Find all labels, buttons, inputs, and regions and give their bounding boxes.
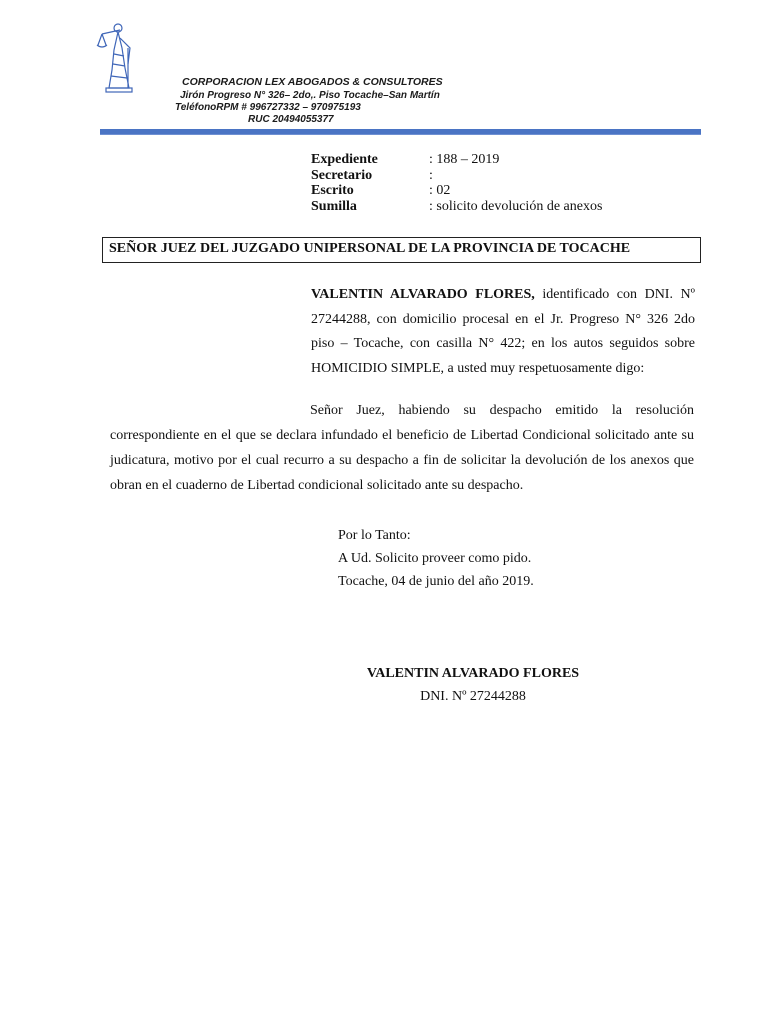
company-address: Jirón Progreso N° 326– 2do,. Piso Tocache–San Martín (180, 90, 440, 101)
case-info-label: Sumilla (311, 198, 357, 214)
lady-justice-icon (94, 18, 144, 96)
closing-line: Por lo Tanto: (338, 528, 411, 543)
signature-name: VALENTIN ALVARADO FLORES (366, 666, 580, 681)
case-info-value: : 188 – 2019 (429, 152, 500, 167)
intro-text: identificado con DNI. Nº 27244288, con domicilio procesal en el Jr. Progreso N° 326 2do piso – Tocache, con casilla N° 422; en los autos seguidos sobre HOMICIDIO SIMPLE, a usted muy respetuosamente digo: (311, 287, 695, 376)
company-name: CORPORACION LEX ABOGADOS & CONSULTORES (182, 76, 443, 88)
case-info-row (311, 168, 602, 184)
signature-block (362, 662, 584, 708)
case-info-value: : 02 (429, 183, 451, 198)
company-phone: TeléfonoRPM # 996727332 – 970975193 (175, 102, 361, 113)
closing-block (338, 524, 534, 593)
header-divider (100, 129, 701, 135)
body-paragraph (110, 398, 694, 498)
addressee-heading: SEÑOR JUEZ DEL JUZGADO UNIPERSONAL DE LA PROVINCIA DE TOCACHE (102, 237, 701, 263)
case-info-row (311, 199, 602, 215)
case-info-label: Escrito (311, 183, 354, 198)
case-info-value: : solicito devolución de anexos (429, 198, 603, 214)
closing-line: A Ud. Solicito proveer como pido. (338, 551, 532, 566)
closing-date: Tocache, 04 de junio del año 2019. (338, 574, 534, 589)
petitioner-name: VALENTIN ALVARADO FLORES, (311, 287, 535, 302)
intro-paragraph (311, 283, 695, 381)
case-info-label: Secretario (311, 167, 373, 183)
case-info-label: Expediente (311, 152, 378, 167)
body-text: Señor Juez, habiendo su despacho emitido la resolución correspondiente en el que se declara infundado el beneficio de Libertad Condicional solicitado ante su judicatura, motivo por el cual recurro a su despacho a fin de solicitar la devolución de los anexos que obran en el cuaderno de Libertad condicional solicitado ante su despacho. (110, 403, 694, 493)
signature-dni: DNI. Nº 27244288 (420, 689, 526, 704)
case-info-value: : (429, 167, 433, 183)
case-info-row (311, 152, 602, 168)
case-info (311, 152, 602, 214)
case-info-row (311, 183, 602, 199)
company-ruc: RUC 20494055377 (248, 114, 334, 125)
